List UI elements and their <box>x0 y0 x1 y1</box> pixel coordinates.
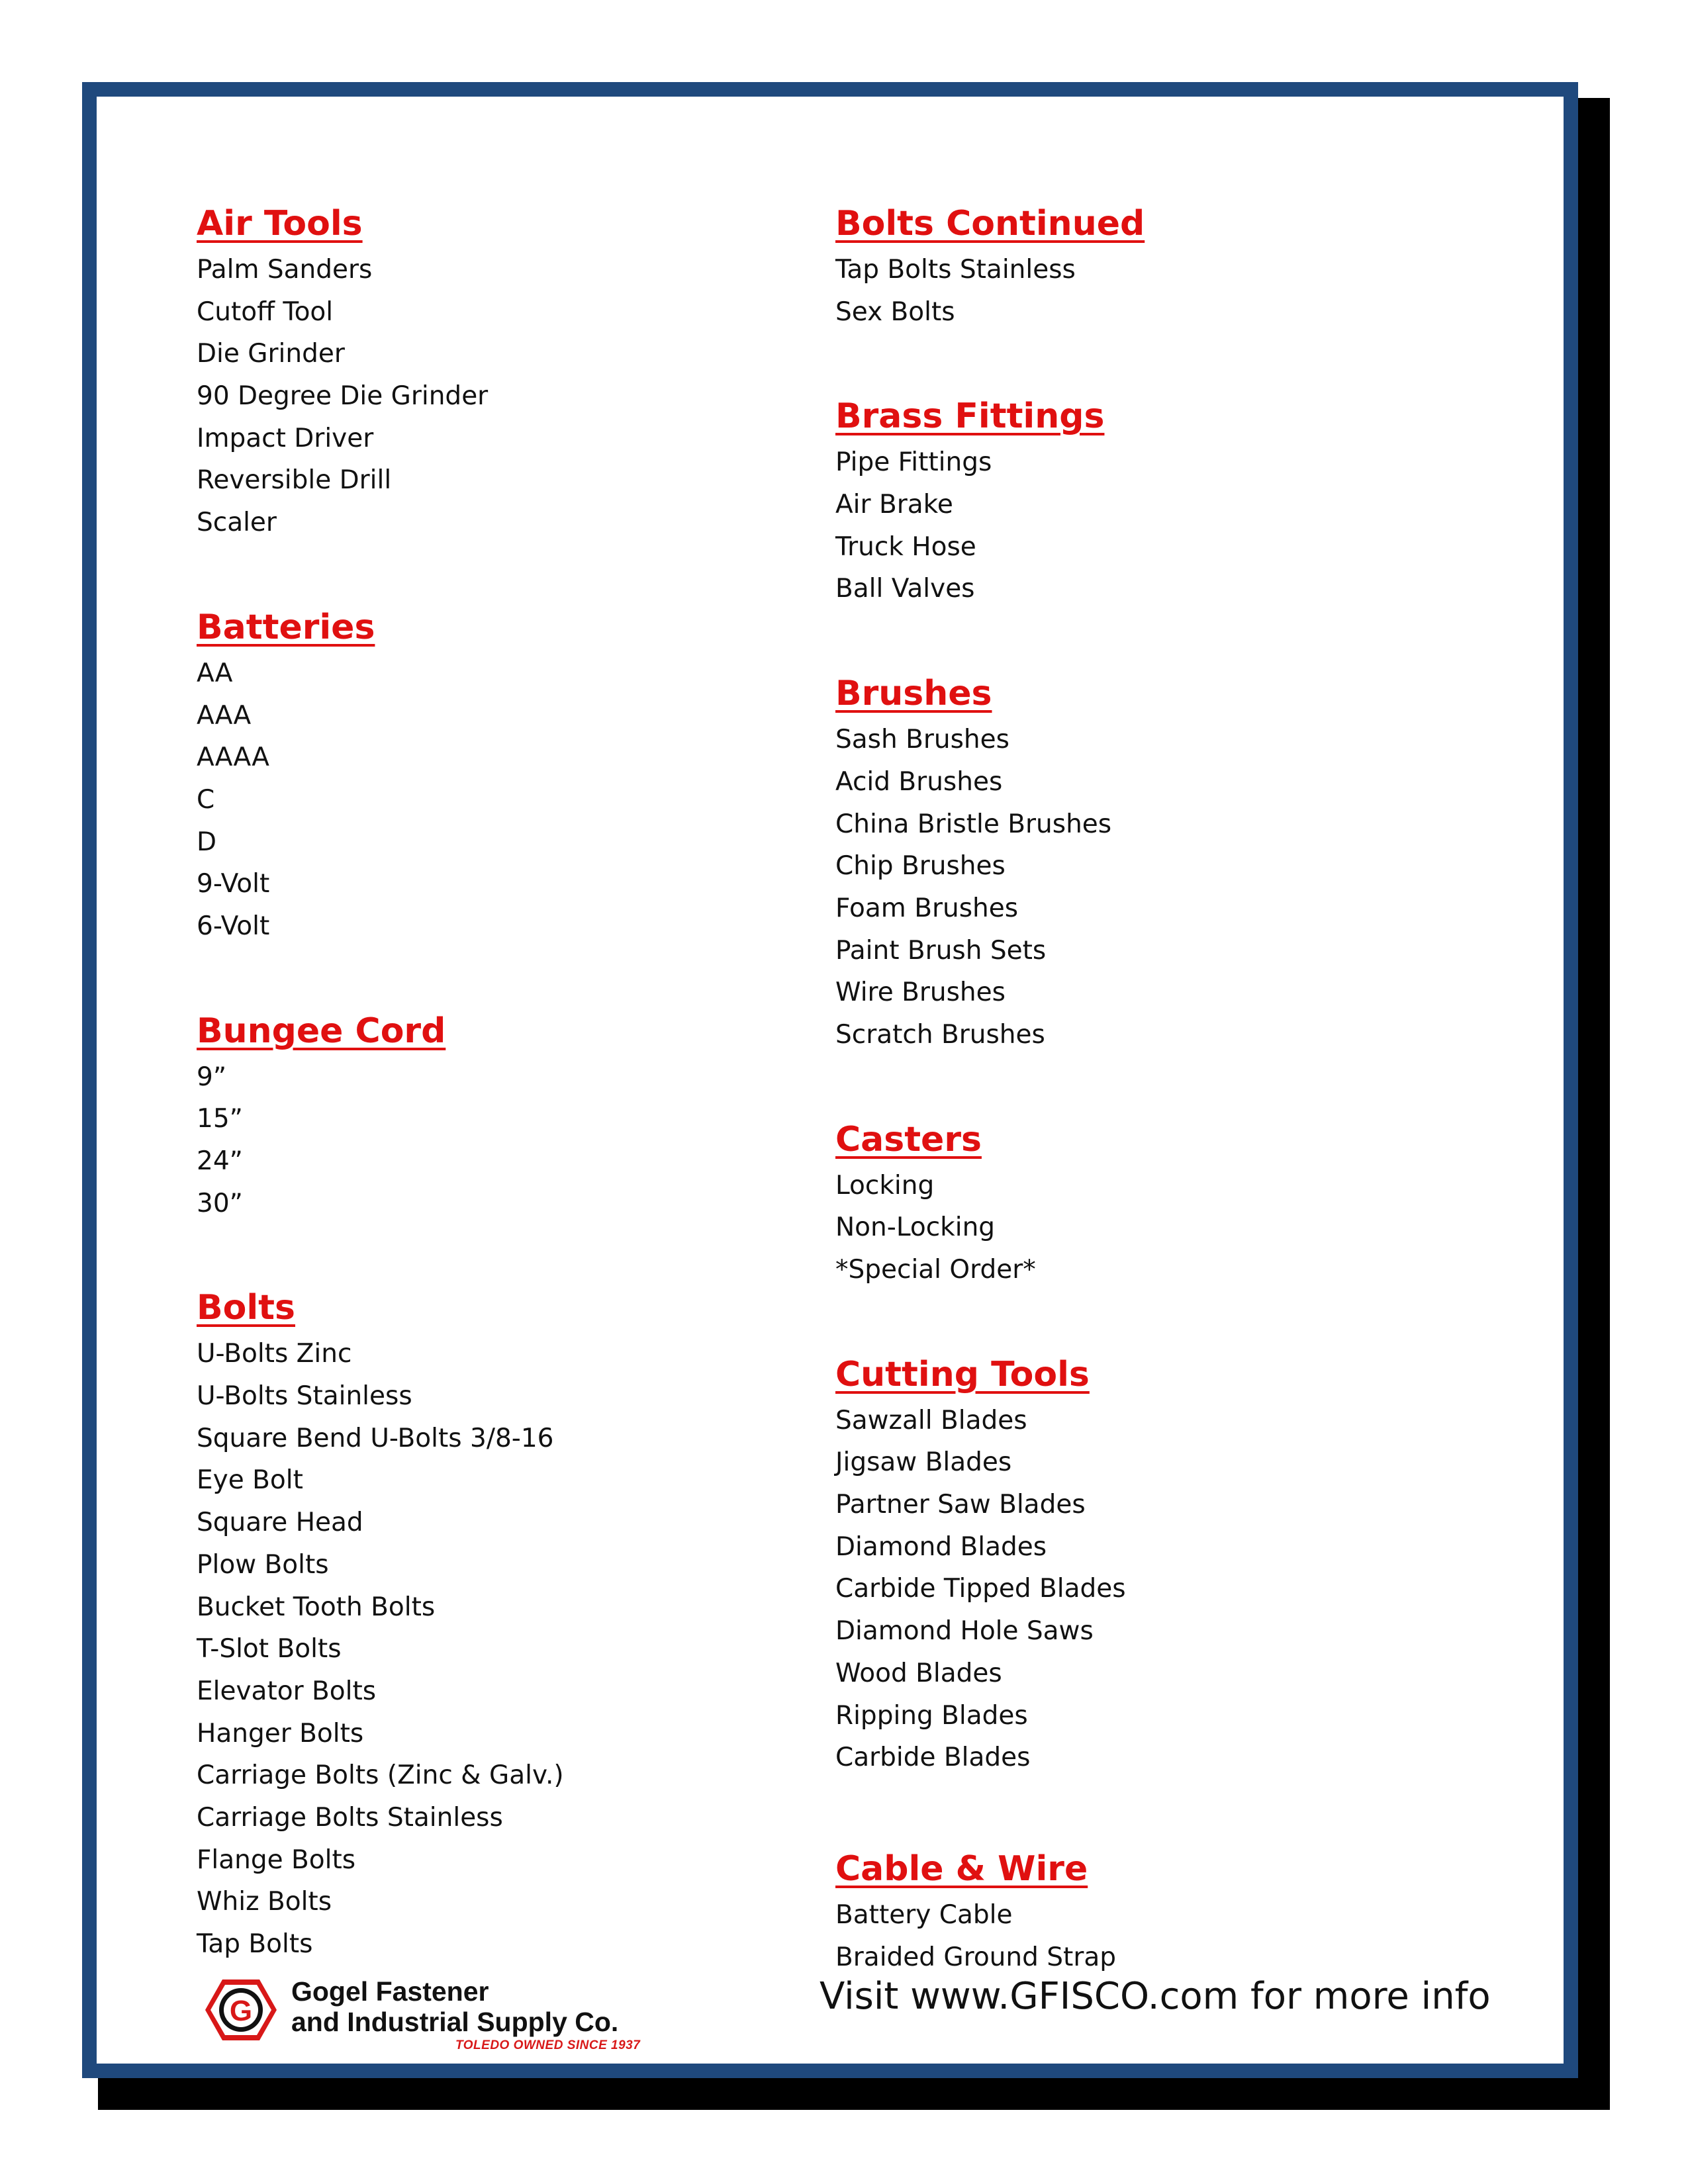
list-item: Ball Valves <box>835 574 975 604</box>
list-item: Sawzall Blades <box>835 1405 1027 1435</box>
list-item: Sex Bolts <box>835 296 955 327</box>
list-item: Wire Brushes <box>835 978 1006 1008</box>
list-item: Battery Cable <box>835 1899 1013 1930</box>
section-bungee-cord <box>197 1006 792 1225</box>
section-heading: Batteries <box>197 607 375 647</box>
list-item: Carbide Blades <box>835 1743 1031 1773</box>
company-name-line1: Gogel Fastener <box>291 1976 489 2007</box>
list-item: 30” <box>197 1188 243 1218</box>
section-brass-fittings <box>835 391 1497 610</box>
list-item: 90 Degree Die Grinder <box>197 381 489 412</box>
list-item: Paint Brush Sets <box>835 935 1047 966</box>
list-item: Partner Saw Blades <box>835 1490 1086 1520</box>
list-item: Eye Bolt <box>197 1465 303 1496</box>
list-item: Locking <box>835 1170 935 1201</box>
list-item: Diamond Blades <box>835 1531 1047 1562</box>
list-item: Pipe Fittings <box>835 447 992 478</box>
hex-nut-logo-icon <box>204 1977 278 2043</box>
section-batteries <box>197 602 792 948</box>
list-item: D <box>197 827 217 857</box>
visit-website-text: Visit www.GFISCO.com for more info <box>820 1975 1491 2018</box>
list-item: Cutoff Tool <box>197 296 334 327</box>
list-item: Square Bend U-Bolts 3/8-16 <box>197 1423 554 1453</box>
list-item: Diamond Hole Saws <box>835 1616 1094 1647</box>
section-heading: Bolts <box>197 1288 295 1328</box>
list-item: China Bristle Brushes <box>835 809 1112 839</box>
section-heading: Casters <box>835 1119 982 1160</box>
list-item: Non-Locking <box>835 1212 996 1243</box>
list-item: Chip Brushes <box>835 851 1006 882</box>
section-heading: Bungee Cord <box>197 1011 446 1051</box>
list-item: 9-Volt <box>197 869 270 899</box>
section-heading: Bolts Continued <box>835 204 1145 244</box>
company-tagline: TOLEDO OWNED SINCE 1937 <box>455 2038 641 2052</box>
section-brushes <box>835 668 1497 1056</box>
list-item: U-Bolts Zinc <box>197 1339 352 1369</box>
section-bolts <box>197 1283 792 1965</box>
list-item: Scaler <box>197 508 277 538</box>
list-item: 9” <box>197 1062 227 1092</box>
list-item: AAAA <box>197 743 269 773</box>
list-item: Hanger Bolts <box>197 1718 364 1749</box>
logo-letter: G <box>229 1995 253 2027</box>
company-logo <box>204 1977 680 2050</box>
section-heading: Cutting Tools <box>835 1354 1090 1394</box>
list-item: Truck Hose <box>835 531 976 562</box>
section-heading: Brushes <box>835 674 992 714</box>
section-casters <box>835 1115 1497 1291</box>
list-item: Tap Bolts Stainless <box>835 255 1076 285</box>
list-item: U-Bolts Stainless <box>197 1381 412 1412</box>
list-item: Elevator Bolts <box>197 1676 377 1706</box>
list-item: Flange Bolts <box>197 1844 356 1875</box>
list-item: Plow Bolts <box>197 1549 329 1580</box>
list-item: Carriage Bolts Stainless <box>197 1802 503 1833</box>
list-item: Foam Brushes <box>835 893 1019 923</box>
section-heading: Brass Fittings <box>835 396 1105 437</box>
list-item: Braided Ground Strap <box>835 1942 1117 1972</box>
list-item: 15” <box>197 1104 243 1134</box>
list-item: Die Grinder <box>197 339 345 369</box>
list-item: Carbide Tipped Blades <box>835 1574 1126 1604</box>
list-item: Jigsaw Blades <box>835 1447 1012 1478</box>
list-item: Tap Bolts <box>197 1929 313 1959</box>
list-item: AAA <box>197 700 252 731</box>
list-item: Carriage Bolts (Zinc & Galv.) <box>197 1760 564 1791</box>
list-item: Acid Brushes <box>835 766 1003 797</box>
section-bolts-continued <box>835 199 1497 333</box>
section-cable-wire <box>835 1844 1497 1978</box>
list-item: *Special Order* <box>835 1255 1036 1285</box>
list-item: C <box>197 784 215 815</box>
right-column <box>835 199 1497 2036</box>
list-item: Sash Brushes <box>835 725 1009 755</box>
list-item: Bucket Tooth Bolts <box>197 1592 436 1622</box>
list-item: 6-Volt <box>197 911 270 941</box>
list-item: Whiz Bolts <box>197 1887 332 1917</box>
list-item: Impact Driver <box>197 423 374 453</box>
list-item: Ripping Blades <box>835 1700 1028 1731</box>
list-item: AA <box>197 658 233 688</box>
list-item: T-Slot Bolts <box>197 1634 342 1664</box>
section-cutting-tools <box>835 1349 1497 1779</box>
list-item: 24” <box>197 1146 243 1176</box>
section-heading: Cable & Wire <box>835 1848 1088 1889</box>
section-air-tools <box>197 199 792 544</box>
list-item: Square Head <box>197 1508 363 1538</box>
section-heading: Air Tools <box>197 204 363 244</box>
list-item: Reversible Drill <box>197 465 392 496</box>
list-item: Wood Blades <box>835 1658 1002 1688</box>
left-column <box>197 199 792 2024</box>
list-item: Palm Sanders <box>197 255 373 285</box>
list-item: Scratch Brushes <box>835 1019 1045 1050</box>
list-item: Air Brake <box>835 490 953 520</box>
company-name-line2: and Industrial Supply Co. <box>291 2007 619 2037</box>
